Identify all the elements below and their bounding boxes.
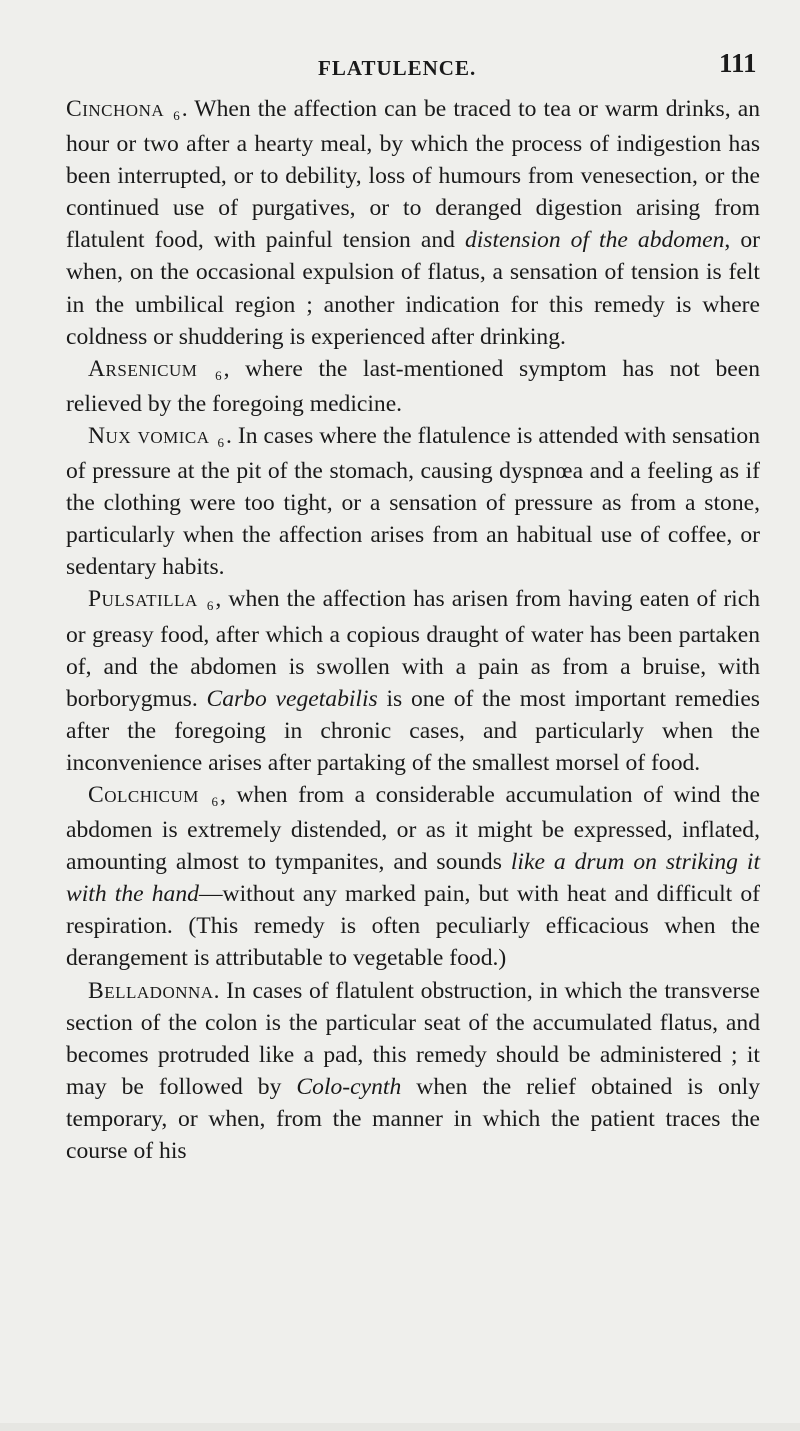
emphasis-text: like a drum on striking it with the hand	[66, 849, 761, 908]
potency-subscript: 6	[206, 598, 214, 614]
paragraph-text: —without any marked pain, but with heat and difficult of respiration. (This remedy is often peculiarly efficacious when the derangement is attributable to vegetable food.)	[66, 881, 760, 972]
paragraph-belladonna	[66, 975, 760, 1168]
potency-subscript: 6	[211, 793, 219, 809]
paragraph-text: when the relief obtained is only temporary, or when, from the manner in which the patient traces the course of his	[66, 1073, 760, 1164]
paragraph-text: , when from a considerable accumulation of wind the abdomen is extremely distended, or as it might be expressed, inflated, amounting almost to tympanites, and sounds	[66, 781, 760, 876]
paragraph-colchicum	[66, 779, 760, 975]
paragraph-nux-vomica	[66, 420, 760, 583]
paragraph-text: . When the affection can be traced to tea or warm drinks, an hour or two after a hearty meal, by which the process of indigestion has been interrupted, or to debility, loss of humours from venesection, or the continued use of purgatives, or to deranged digestion arising from flatulent food, with painful tension and	[66, 96, 760, 254]
paragraph-text: , where the last-mentioned symptom has not been relieved by the foregoing medicine.	[66, 355, 760, 417]
page-number: 111	[719, 48, 757, 78]
potency-subscript: 6	[215, 367, 222, 383]
remedy-name: Arsenicum	[88, 355, 198, 382]
paragraph-text: is one of the most important remedies after the foregoing in chronic cases, and particularly when the inconvenience arises after partaking of the smallest morsel of food.	[66, 685, 760, 776]
remedy-name: Belladonna	[88, 977, 214, 1004]
page-bottom-edge	[0, 1423, 800, 1431]
remedy-name: Cinchona	[66, 96, 165, 122]
paragraph-text: , or when, on the occasional expulsion of flatus, a sensation of tension is felt in the umbilical region ; another indication for this remedy is where coldness or shuddering is experienced after drinking.	[66, 227, 760, 350]
paragraph-arsenicum	[66, 353, 760, 420]
paragraph-text: , when the affection has arisen from having eaten of rich or greasy food, after which a copious draught of water has been partaken of, and the abdomen is swollen with a pain as from a bruise, with borborygmus.	[66, 586, 761, 712]
remedy-name: Nux vomica	[88, 422, 210, 449]
page-header	[0, 48, 800, 88]
emphasis-text: Colo-cynth	[296, 1073, 402, 1100]
running-title: FLATULENCE.	[318, 56, 477, 80]
paragraph-text: . In cases where the flatulence is attended with sensation of pressure at the pit of the stomach, causing dyspnœa and a feeling as if the clothing were too tight, or a sensation of pressure as from a stone, particularly when the affection arises from an habitual use of coffee, or sedentary habits.	[66, 422, 760, 581]
paragraph-text: . In cases of flatulent obstruction, in which the transverse section of the colon is the particular seat of the accumulated flatus, and becomes protruded like a pad, this remedy should be administered ; it may be followed by	[66, 977, 760, 1100]
emphasis-text: distension of the abdomen	[464, 227, 725, 254]
potency-subscript: 6	[173, 108, 180, 123]
potency-subscript: 6	[217, 434, 224, 450]
remedy-name: Colchicum	[88, 781, 199, 808]
body-text	[66, 93, 760, 1167]
paragraph-pulsatilla	[66, 583, 760, 779]
paragraph-cinchona	[66, 93, 760, 353]
remedy-name: Pulsatilla	[88, 586, 198, 613]
emphasis-text: Carbo vegetabilis	[206, 685, 378, 712]
